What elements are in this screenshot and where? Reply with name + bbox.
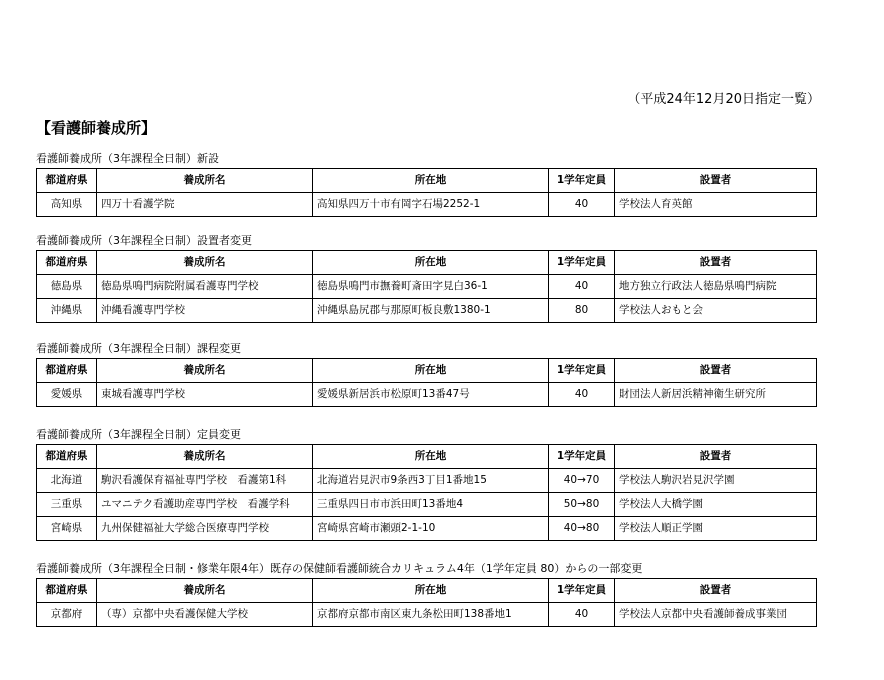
school-table <box>36 578 817 627</box>
table-cell: 地方独立行政法人徳島県鳴門病院 <box>615 275 817 299</box>
column-header: 養成所名 <box>97 169 313 193</box>
table-cell: 九州保健福祉大学総合医療専門学校 <box>97 517 313 541</box>
column-header: 設置者 <box>615 251 817 275</box>
table-cell: 学校法人京都中央看護師養成事業団 <box>615 603 817 627</box>
column-header: 養成所名 <box>97 251 313 275</box>
table-cell: 沖縄県 <box>37 299 97 323</box>
section-title: 看護師養成所（3年課程全日制）設置者変更 <box>36 234 252 247</box>
table-cell: 京都府 <box>37 603 97 627</box>
column-header: 都道府県 <box>37 169 97 193</box>
table-cell: 学校法人大橋学園 <box>615 493 817 517</box>
table-row <box>37 603 817 627</box>
table-cell: 学校法人駒沢岩見沢学園 <box>615 469 817 493</box>
table-cell: 40 <box>549 603 615 627</box>
column-header: 設置者 <box>615 169 817 193</box>
section-title: 看護師養成所（3年課程全日制）課程変更 <box>36 342 241 355</box>
table-cell: 学校法人育英館 <box>615 193 817 217</box>
table-cell: 東城看護専門学校 <box>97 383 313 407</box>
table-cell: 徳島県鳴門病院附属看護専門学校 <box>97 275 313 299</box>
column-header: 養成所名 <box>97 579 313 603</box>
table-cell: 学校法人順正学園 <box>615 517 817 541</box>
table-header-row <box>37 445 817 469</box>
table-cell: 40 <box>549 275 615 299</box>
school-table <box>36 444 817 541</box>
section-title: 看護師養成所（3年課程全日制）新設 <box>36 152 219 165</box>
table-cell: （専）京都中央看護保健大学校 <box>97 603 313 627</box>
table-row <box>37 493 817 517</box>
table-row <box>37 383 817 407</box>
section-title: 看護師養成所（3年課程全日制・修業年限4年）既存の保健師看護師統合カリキュラム4年（1学年定員 80）からの一部変更 <box>36 562 643 575</box>
table-header-row <box>37 251 817 275</box>
table-cell: 徳島県 <box>37 275 97 299</box>
table-cell: 駒沢看護保育福祉専門学校 看護第1科 <box>97 469 313 493</box>
school-table <box>36 250 817 323</box>
column-header: 所在地 <box>313 169 549 193</box>
table-row <box>37 193 817 217</box>
column-header: 1学年定員 <box>549 579 615 603</box>
table-cell: 40→80 <box>549 517 615 541</box>
column-header: 都道府県 <box>37 579 97 603</box>
table-cell: 40 <box>549 383 615 407</box>
table-cell: ユマニテク看護助産専門学校 看護学科 <box>97 493 313 517</box>
table-header-row <box>37 579 817 603</box>
column-header: 設置者 <box>615 445 817 469</box>
table-cell: 三重県四日市市浜田町13番地4 <box>313 493 549 517</box>
table-header-row <box>37 169 817 193</box>
table-cell: 四万十看護学院 <box>97 193 313 217</box>
table-cell: 財団法人新居浜精神衛生研究所 <box>615 383 817 407</box>
table-cell: 愛媛県 <box>37 383 97 407</box>
table-cell: 徳島県鳴門市撫養町斎田字見白36-1 <box>313 275 549 299</box>
table-cell: 北海道岩見沢市9条西3丁目1番地15 <box>313 469 549 493</box>
table-cell: 宮崎県 <box>37 517 97 541</box>
table-row <box>37 275 817 299</box>
column-header: 所在地 <box>313 251 549 275</box>
table-cell: 三重県 <box>37 493 97 517</box>
table-cell: 高知県四万十市有岡字石場2252-1 <box>313 193 549 217</box>
column-header: 設置者 <box>615 579 817 603</box>
table-cell: 40 <box>549 193 615 217</box>
table-cell: 沖縄看護専門学校 <box>97 299 313 323</box>
column-header: 所在地 <box>313 445 549 469</box>
table-cell: 京都府京都市南区東九条松田町138番地1 <box>313 603 549 627</box>
section-2 <box>36 232 816 323</box>
table-cell: 40→70 <box>549 469 615 493</box>
section-4 <box>36 426 816 541</box>
table-cell: 50→80 <box>549 493 615 517</box>
section-title: 看護師養成所（3年課程全日制）定員変更 <box>36 428 241 441</box>
column-header: 1学年定員 <box>549 251 615 275</box>
table-cell: 北海道 <box>37 469 97 493</box>
column-header: 1学年定員 <box>549 359 615 383</box>
date-note: （平成24年12月20日指定一覧） <box>627 92 820 107</box>
school-table <box>36 168 817 217</box>
column-header: 都道府県 <box>37 359 97 383</box>
column-header: 養成所名 <box>97 445 313 469</box>
column-header: 都道府県 <box>37 251 97 275</box>
column-header: 1学年定員 <box>549 445 615 469</box>
table-cell: 高知県 <box>37 193 97 217</box>
column-header: 都道府県 <box>37 445 97 469</box>
table-cell: 80 <box>549 299 615 323</box>
section-3 <box>36 340 816 407</box>
column-header: 所在地 <box>313 359 549 383</box>
section-1 <box>36 150 816 217</box>
column-header: 1学年定員 <box>549 169 615 193</box>
column-header: 所在地 <box>313 579 549 603</box>
table-header-row <box>37 359 817 383</box>
table-row <box>37 469 817 493</box>
table-cell: 宮崎県宮崎市瀬頭2-1-10 <box>313 517 549 541</box>
table-cell: 愛媛県新居浜市松原町13番47号 <box>313 383 549 407</box>
column-header: 設置者 <box>615 359 817 383</box>
column-header: 養成所名 <box>97 359 313 383</box>
table-row <box>37 299 817 323</box>
school-table <box>36 358 817 407</box>
section-5 <box>36 560 816 627</box>
table-cell: 学校法人おもと会 <box>615 299 817 323</box>
table-cell: 沖縄県島尻郡与那原町板良敷1380-1 <box>313 299 549 323</box>
page-title: 【看護師養成所】 <box>36 119 157 137</box>
table-row <box>37 517 817 541</box>
